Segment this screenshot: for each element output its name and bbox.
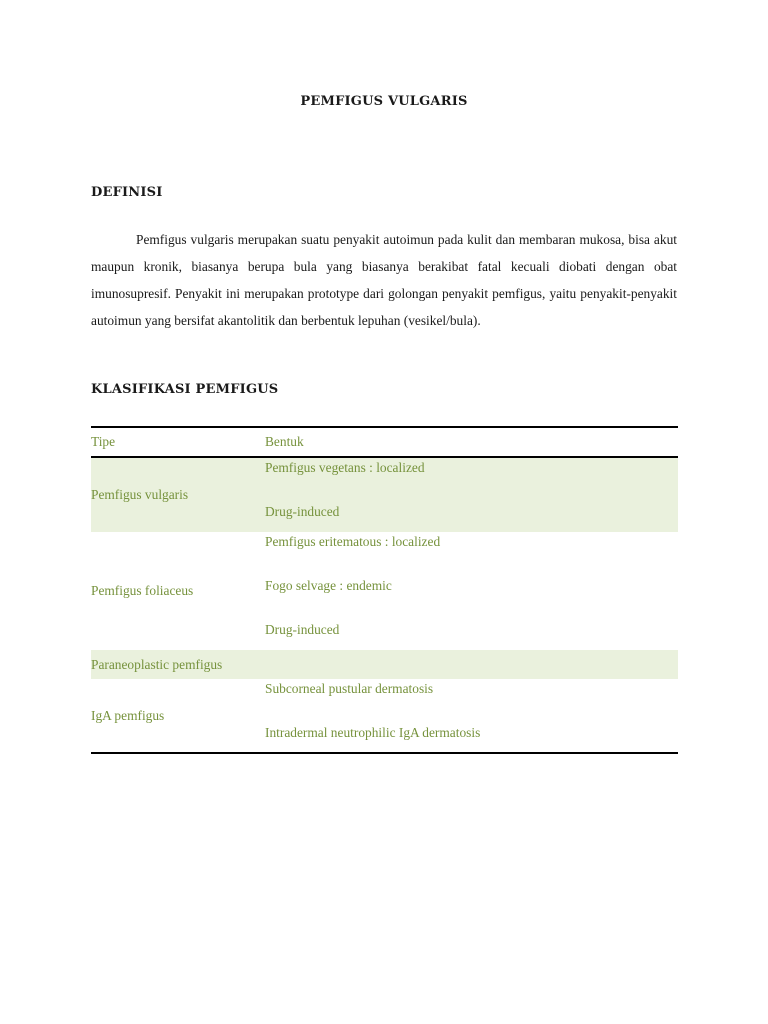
- bentuk-item: Fogo selvage : endemic: [265, 578, 392, 593]
- tipe-cell: Pemfigus vulgaris: [91, 487, 189, 502]
- tipe-cell: IgA pemfigus: [91, 707, 165, 723]
- bentuk-cell: [265, 457, 678, 532]
- bentuk-item: Drug-induced: [265, 504, 340, 519]
- tipe-cell: Paraneoplastic pemfigus: [91, 656, 223, 672]
- definition-heading: DEFINISI: [91, 185, 163, 200]
- bentuk-item: Drug-induced: [265, 622, 340, 637]
- header-tipe: Tipe: [91, 434, 116, 449]
- tipe-cell: Pemfigus foliaceus: [91, 583, 194, 598]
- bentuk-cell: [265, 679, 678, 753]
- classification-heading: KLASIFIKASI PEMFIGUS: [91, 382, 279, 397]
- document-title: PEMFIGUS VULGARIS: [300, 94, 468, 109]
- bentuk-item: Pemfigus eritematous : localized: [265, 534, 441, 549]
- bentuk-item: Intradermal neutrophilic IgA dermatosis: [265, 725, 481, 740]
- bentuk-item: Pemfigus vegetans : localized: [265, 460, 425, 475]
- table-body: [91, 457, 678, 753]
- classification-table: [91, 426, 678, 754]
- bentuk-cell: [265, 532, 678, 650]
- bentuk-list: [265, 679, 678, 746]
- bentuk-list: [265, 532, 678, 644]
- table-row: [91, 457, 678, 532]
- table-header-row: [91, 427, 678, 457]
- table-row: [91, 650, 678, 679]
- bentuk-item: Subcorneal pustular dermatosis: [265, 681, 434, 696]
- table-row: [91, 679, 678, 753]
- table-row: [91, 532, 678, 650]
- table-header: [91, 427, 678, 457]
- header-bentuk: Bentuk: [265, 434, 304, 449]
- bentuk-cell: [265, 650, 678, 679]
- bentuk-list: [265, 458, 678, 524]
- classification-table-wrapper: [91, 426, 678, 754]
- definition-paragraph: Pemfigus vulgaris merupakan suatu penyakit autoimun pada kulit dan membaran mukosa, bisa akut maupun kronik, biasanya berupa bula yang biasanya berakibat fatal kecuali diobati dengan obat imunosupresif. Penyakit ini merupakan prototype dari golongan penyakit pemfigus, yaitu penyakit-penyakit autoimun yang bersifat akantolitik dan berbentuk lepuhan (vesikel/bula).: [91, 232, 677, 328]
